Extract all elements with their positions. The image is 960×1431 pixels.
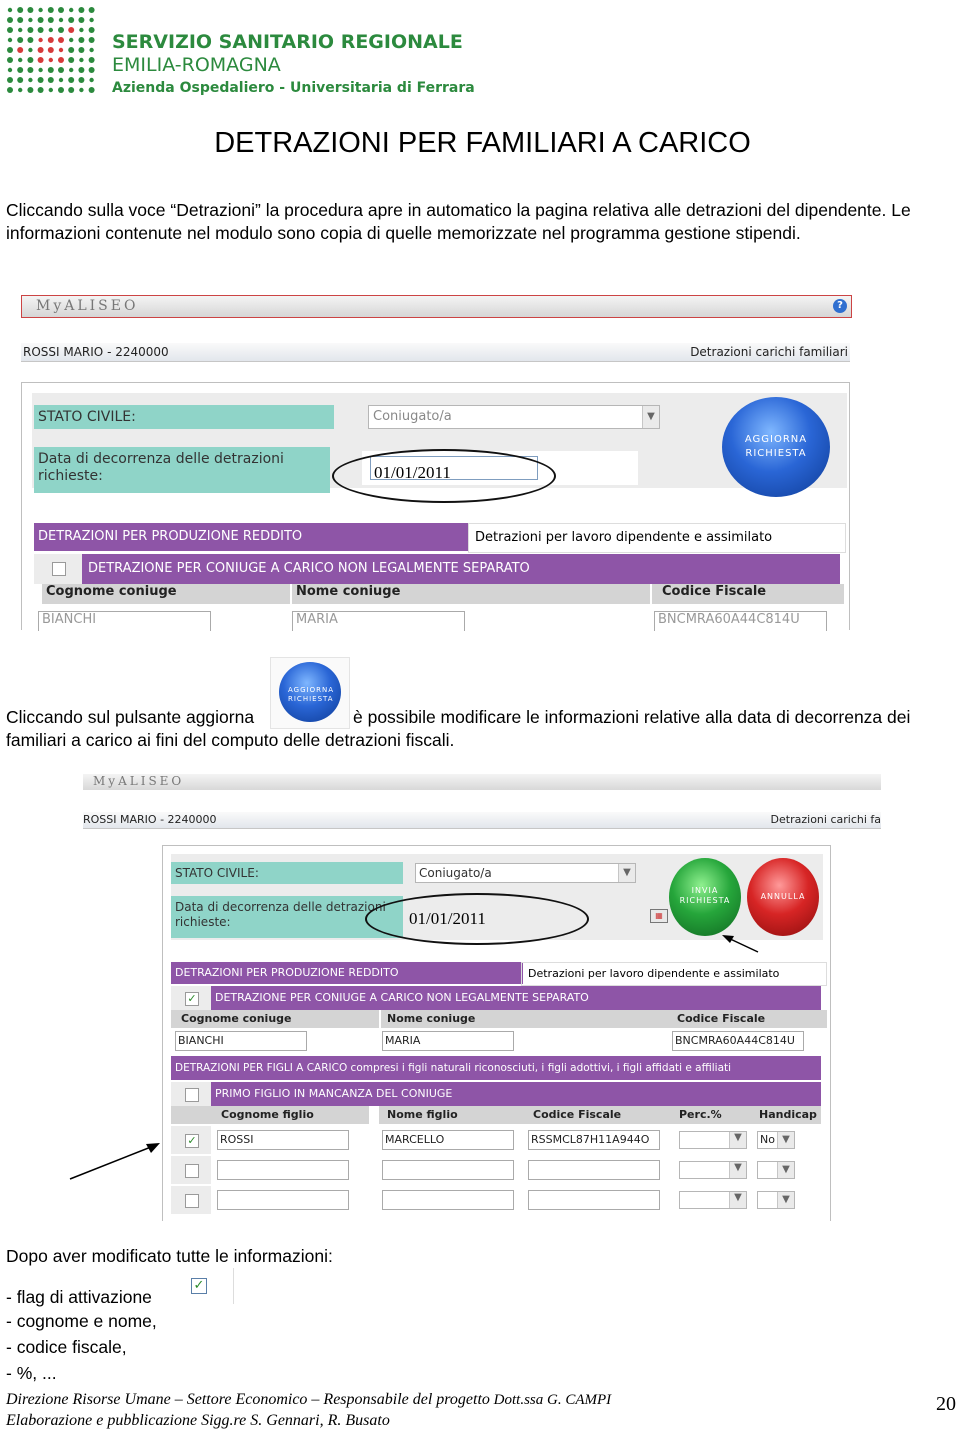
logo-dot	[28, 78, 32, 82]
logo-dot	[58, 87, 64, 93]
logo-dot	[17, 7, 23, 13]
nome-coniuge-input[interactable]: MARIA	[292, 611, 465, 631]
user-name: ROSSI MARIO - 2240000	[23, 345, 169, 359]
logo-dot	[69, 8, 73, 12]
cognome-figlio-input[interactable]: ROSSI	[217, 1130, 349, 1150]
chevron-down-icon: ▼	[777, 1192, 794, 1208]
logo-dot	[7, 57, 13, 63]
stato-civile-value: Coniugato/a	[373, 409, 452, 424]
list-item: - flag di attivazione	[6, 1287, 152, 1307]
list-item: - %, ...	[6, 1363, 57, 1383]
logo-dot	[38, 27, 44, 33]
logo-dot	[78, 7, 84, 13]
logo-dot	[17, 77, 23, 83]
aggiorna-richiesta-button[interactable]: AGGIORNA RICHIESTA	[722, 397, 830, 497]
logo-dot	[48, 37, 54, 43]
decorrenza-label-2: Data di decorrenza delle detrazioni richieste:	[171, 896, 403, 938]
annulla-button[interactable]: ANNULLA	[747, 858, 819, 936]
logo-dot	[48, 67, 54, 73]
flag-checkbox-image	[183, 1268, 234, 1304]
logo-dot	[68, 77, 74, 83]
logo-dot	[58, 7, 64, 13]
logo-dot	[89, 67, 95, 73]
perc-select[interactable]	[679, 1191, 747, 1209]
page-title: DETRAZIONI PER FAMILIARI A CARICO	[214, 127, 751, 159]
logo-dot	[27, 57, 33, 63]
page-number: 20	[936, 1393, 956, 1415]
logo-dot	[28, 18, 32, 22]
logo-dot	[38, 47, 44, 53]
logo-dot	[59, 78, 63, 82]
prod-reddito-header: DETRAZIONI PER PRODUZIONE REDDITO	[34, 523, 472, 551]
cf-figlio-input[interactable]: RSSMCL87H11A944O	[528, 1130, 660, 1150]
logo-dot	[48, 7, 54, 13]
chevron-down-icon: ▼	[777, 1162, 794, 1178]
logo-dot	[78, 17, 84, 23]
chevron-down-icon: ▼	[642, 406, 659, 428]
logo-dot	[69, 68, 73, 72]
logo-dot	[7, 27, 13, 33]
logo-dot	[79, 28, 83, 32]
col-handicap: Handicap	[753, 1106, 821, 1124]
handicap-select[interactable]	[757, 1131, 795, 1149]
figli-header: DETRAZIONI PER FIGLI A CARICO compresi i figli naturali riconosciuti, i figli adottivi, i figli affidati e affiliati	[171, 1056, 821, 1080]
col-nome-coniuge: Nome coniuge	[292, 584, 650, 604]
stato-civile-value-2: Coniugato/a	[419, 866, 492, 880]
handicap-select[interactable]	[757, 1161, 795, 1179]
perc-select[interactable]	[679, 1161, 747, 1179]
section-name-2: Detrazioni carichi fa	[770, 813, 881, 826]
logo-dot	[89, 78, 93, 82]
decorrenza-label: Data di decorrenza delle detrazioni richieste:	[34, 447, 330, 493]
nome-figlio-input[interactable]	[382, 1160, 514, 1180]
logo-dot	[89, 87, 95, 93]
user-bar	[21, 343, 850, 362]
col-cognome-coniuge: Cognome coniuge	[42, 584, 290, 604]
logo-dot	[78, 77, 84, 83]
para2-start: Cliccando sul pulsante aggiorna	[6, 707, 255, 727]
col-cf-coniuge: Codice Fiscale	[652, 584, 844, 604]
chevron-down-icon: ▼	[777, 1132, 794, 1148]
logo-dot	[68, 27, 74, 33]
lavoro-dipendente-text-2: Detrazioni per lavoro dipendente e assimilato	[521, 962, 827, 986]
logo-dot	[38, 87, 44, 93]
logo-dot	[49, 58, 53, 62]
logo-dot	[27, 27, 33, 33]
highlight-ellipse-2	[365, 893, 589, 945]
col-perc: Perc.%	[671, 1106, 755, 1124]
cognome-coniuge-input-2[interactable]: BIANCHI	[175, 1031, 307, 1051]
coniuge-checkbox-2[interactable]: ✓	[185, 992, 199, 1006]
logo-dot	[27, 7, 33, 13]
logo-dot	[38, 38, 42, 42]
user-bar-2	[83, 812, 881, 829]
logo-dot	[79, 88, 83, 92]
logo-dot	[7, 77, 13, 83]
org-name-line3: Azienda Ospedaliero - Universitaria di Ferrara	[112, 80, 475, 96]
stato-civile-label: STATO CIVILE:	[34, 405, 334, 429]
handicap-value: No	[760, 1133, 775, 1146]
row-checkbox[interactable]: ✓	[185, 1134, 199, 1148]
chevron-down-icon: ▼	[618, 864, 635, 882]
logo-dot	[78, 47, 84, 53]
col-cognome-figlio: Cognome figlio	[171, 1106, 369, 1124]
intro-paragraph: Cliccando sulla voce “Detrazioni” la procedura apre in automatico la pagina relativa alle detrazioni del dipendente. Le informazioni contenute nel modulo sono copia di quelle memorizzate nel programma gestione stipendi.	[6, 200, 911, 243]
logo-dot	[59, 18, 63, 22]
cognome-figlio-input[interactable]	[217, 1160, 349, 1180]
detrazioni-form-1	[21, 382, 850, 630]
logo-dot	[48, 77, 54, 83]
logo-dot	[7, 47, 13, 53]
coniuge-header: DETRAZIONE PER CONIUGE A CARICO NON LEGALMENTE SEPARATO	[82, 554, 840, 584]
date-value: 01/01/2011	[374, 463, 451, 482]
logo-dot	[78, 37, 84, 43]
logo-dot	[68, 47, 74, 53]
logo-dot	[89, 48, 93, 52]
after-text: Dopo aver modificato tutte le informazioni:	[6, 1246, 333, 1266]
logo-dot	[7, 17, 13, 23]
arrow-to-invia-button	[718, 931, 764, 955]
footer-line1: Direzione Risorse Umane – Settore Economico – Responsabile del progetto Dott.ssa G. CAMPI	[6, 1391, 612, 1408]
logo-dot	[89, 7, 95, 13]
logo-dot	[38, 68, 42, 72]
logo-dot	[48, 17, 54, 23]
regional-logo-dots	[5, 5, 97, 95]
col-cf-figlio: Codice Fiscale	[525, 1106, 673, 1124]
logo-dot	[58, 27, 64, 33]
app-titlebar-2	[83, 774, 881, 790]
row-checkbox[interactable]	[185, 1194, 199, 1208]
cognome-coniuge-input[interactable]: BIANCHI	[38, 611, 211, 631]
aliseo-logo-2: MyALISEO	[93, 774, 185, 788]
checkmark-icon: ✓	[191, 1278, 207, 1294]
cognome-figlio-input[interactable]	[217, 1190, 349, 1210]
prod-reddito-header-2: DETRAZIONI PER PRODUZIONE REDDITO	[171, 962, 523, 984]
para2-rest: è possibile modificare le informazioni relative alla data di decorrenza dei familiari a carico ai fini del computo delle detrazioni fiscali.	[6, 707, 911, 750]
cf-coniuge-input[interactable]: BNCMRA60A44C814U	[654, 611, 827, 631]
detrazioni-form-2	[162, 845, 831, 1221]
coniuge-checkbox[interactable]	[52, 562, 66, 576]
list-item: - codice fiscale,	[6, 1337, 127, 1357]
logo-dot	[8, 8, 12, 12]
logo-dot	[68, 57, 74, 63]
primo-figlio-checkbox[interactable]	[185, 1088, 199, 1102]
logo-dot	[69, 38, 73, 42]
cf-coniuge-input-2[interactable]: BNCMRA60A44C814U	[672, 1031, 804, 1051]
logo-dot	[27, 37, 33, 43]
calendar-icon[interactable]: ▦	[650, 909, 668, 923]
col-cognome-coniuge-2: Cognome coniuge	[171, 1010, 379, 1028]
logo-dot	[68, 17, 74, 23]
logo-dot	[17, 47, 23, 53]
logo-dot	[68, 87, 74, 93]
handicap-select[interactable]	[757, 1191, 795, 1209]
logo-dot	[49, 88, 53, 92]
row-checkbox[interactable]	[185, 1164, 199, 1178]
logo-dot	[89, 18, 93, 22]
nome-figlio-input[interactable]	[382, 1190, 514, 1210]
logo-dot	[38, 57, 44, 63]
logo-dot	[38, 17, 44, 23]
arrow-to-checkbox	[60, 1135, 170, 1185]
cf-figlio-input[interactable]	[528, 1160, 660, 1180]
logo-dot	[79, 58, 83, 62]
stato-civile-select-2[interactable]	[415, 863, 636, 883]
chevron-down-icon: ▼	[729, 1132, 746, 1148]
logo-dot	[7, 87, 13, 93]
primo-figlio-header: PRIMO FIGLIO IN MANCANZA DEL CONIUGE	[211, 1082, 821, 1106]
logo-dot	[49, 28, 53, 32]
org-name-line2: EMILIA-ROMAGNA	[112, 54, 281, 76]
footer-line2: Elaborazione e pubblicazione Sigg.re S. Gennari, R. Busato	[6, 1412, 390, 1429]
app-titlebar	[21, 295, 852, 318]
logo-dot	[58, 67, 64, 73]
logo-dot	[8, 38, 12, 42]
col-cf-coniuge-2: Codice Fiscale	[667, 1010, 827, 1028]
logo-dot	[89, 37, 95, 43]
col-nome-figlio: Nome figlio	[379, 1106, 527, 1124]
logo-dot	[89, 27, 95, 33]
chevron-down-icon: ▼	[729, 1192, 746, 1208]
logo-dot	[28, 48, 32, 52]
list-item: - cognome e nome,	[6, 1311, 157, 1331]
logo-dot	[78, 67, 84, 73]
col-nome-coniuge-2: Nome coniuge	[381, 1010, 667, 1028]
coniuge-header-2: DETRAZIONE PER CONIUGE A CARICO NON LEGALMENTE SEPARATO	[211, 986, 821, 1010]
logo-dot	[59, 48, 63, 52]
perc-select[interactable]	[679, 1131, 747, 1149]
logo-dot	[48, 47, 54, 53]
invia-richiesta-button[interactable]: INVIA RICHIESTA	[669, 858, 741, 936]
logo-dot	[17, 17, 23, 23]
org-name-line1: SERVIZIO SANITARIO REGIONALE	[112, 31, 463, 53]
logo-dot	[18, 28, 22, 32]
logo-dot	[58, 57, 64, 63]
chevron-down-icon: ▼	[729, 1162, 746, 1178]
logo-dot	[38, 77, 44, 83]
logo-dot	[17, 67, 23, 73]
date-value-2[interactable]: 01/01/2011	[409, 909, 486, 928]
logo-dot	[18, 88, 22, 92]
nome-figlio-input[interactable]: MARCELLO	[382, 1130, 514, 1150]
cf-figlio-input[interactable]	[528, 1190, 660, 1210]
logo-dot	[17, 37, 23, 43]
nome-coniuge-input-2[interactable]: MARIA	[382, 1031, 514, 1051]
user-name-2: ROSSI MARIO - 2240000	[83, 813, 217, 826]
stato-civile-label-2: STATO CIVILE:	[171, 862, 403, 884]
highlight-ellipse	[332, 449, 556, 503]
logo-dot	[27, 87, 33, 93]
logo-dot	[8, 68, 12, 72]
logo-dot	[38, 8, 42, 12]
stato-civile-select[interactable]	[368, 405, 660, 429]
logo-dot	[89, 57, 95, 63]
section-name: Detrazioni carichi familiari	[690, 345, 848, 359]
logo-dot	[18, 58, 22, 62]
lavoro-dipendente-text: Detrazioni per lavoro dipendente e assimilato	[468, 523, 846, 553]
help-icon[interactable]: ?	[833, 299, 847, 313]
logo-dot	[27, 67, 33, 73]
aliseo-logo: MyALISEO	[36, 298, 139, 314]
inline-aggiorna-button: AGGIORNA RICHIESTA	[279, 662, 341, 722]
logo-dot	[58, 37, 64, 43]
